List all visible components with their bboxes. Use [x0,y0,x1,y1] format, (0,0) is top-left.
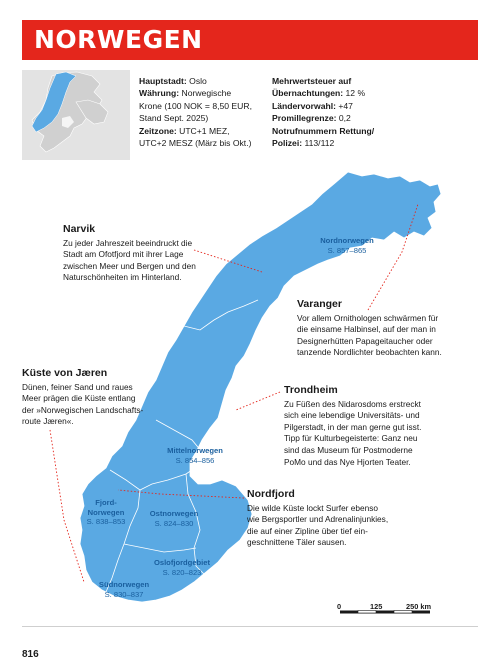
callout-body: Zu jeder Jahreszeit beeindruckt die Stadt am Ofotfjord mit ihrer Lage zwischen Meer und Bergen und den Naturschönheiten im Hinterland. [63,237,196,283]
fact-line: Mehrwertsteuer auf [272,76,352,86]
region-label-mittelnorwegen: Mittelnorwegen S. 854–856 [167,446,223,465]
fact-line: Krone (100 NOK = 8,50 EUR, [139,100,252,111]
callout-narvik [63,224,233,284]
callout-title: Küste von Jæren [22,367,108,379]
region-label-nordnorwegen: Nordnorwegen S. 857–865 [320,236,374,255]
callout-title: Varanger [297,298,342,310]
region-label-suednorwegen: Südnorwegen S. 830–837 [98,580,150,599]
fact-line: Zeitzone: UTC+1 MEZ, [139,125,230,136]
fact-line: Polizei: 113/112 [272,138,335,149]
fact-line: Notrufnummern Rettung/ [272,125,375,136]
fact-line: Hauptstadt: Oslo [139,76,207,86]
callout-body: Vor allem Ornithologen schwärmen für die einsame Halbinsel, auf der man in Designerhütten Papageitaucher oder tanzende Nordlichter beobachten kann. [297,312,442,358]
fact-line: Währung: Norwegische [139,88,232,99]
callout-title: Narvik [63,223,96,235]
fact-line: Ländervorwahl: +47 [272,100,353,111]
scale-tick-250: 250 km [406,602,432,611]
callout-title: Trondheim [284,384,338,396]
callout-body: Die wilde Küste lockt Surfer ebenso wie Bergsportler und Adrenalinjunkies, die auf einer Zipline über tief ein- geschnittene Täler sausen. [247,502,389,548]
region-label-ostnorwegen: Ostnorwegen S. 824–830 [149,509,199,528]
fact-line: Stand Sept. 2025) [139,113,209,124]
callout-body: Dünen, feiner Sand und raues Meer prägen die Küste entlang der »Norwegischen Landschafts- route Jæren«. [22,381,144,427]
callout-jaeren [22,368,162,428]
callout-body: Zu Füßen des Nidarosdoms erstreckt sich eine lebendige Universitäts- und Pilgerstadt, in der man gerne gut isst. Tipp für Kulturbegeisterte: Ganz neu sind das Museum für Postmoderne PoMo und das Nye Hjorten Teater. [284,398,422,467]
page-number: 816 [22,649,39,660]
scale-tick-0: 0 [337,602,342,611]
callout-trondheim [284,385,474,468]
callout-varanger [297,299,477,359]
callout-title: Nordfjord [247,488,295,500]
callout-nordfjord [247,489,427,549]
page-title: NORWEGEN [34,25,203,54]
region-label-oslofjordgebiet: Oslofjordgebiet S. 820–823 [153,558,211,577]
footer-rule [22,626,478,627]
fact-line: UTC+2 MESZ (März bis Okt.) [139,138,252,149]
region-label-fjordnorwegen: Fjord- Norwegen S. 838–853 [86,498,126,526]
fact-line: Übernachtungen: 12 % [272,88,366,99]
scale-tick-125: 125 [370,602,383,611]
fact-line: Promillegrenze: 0,2 [272,113,351,124]
